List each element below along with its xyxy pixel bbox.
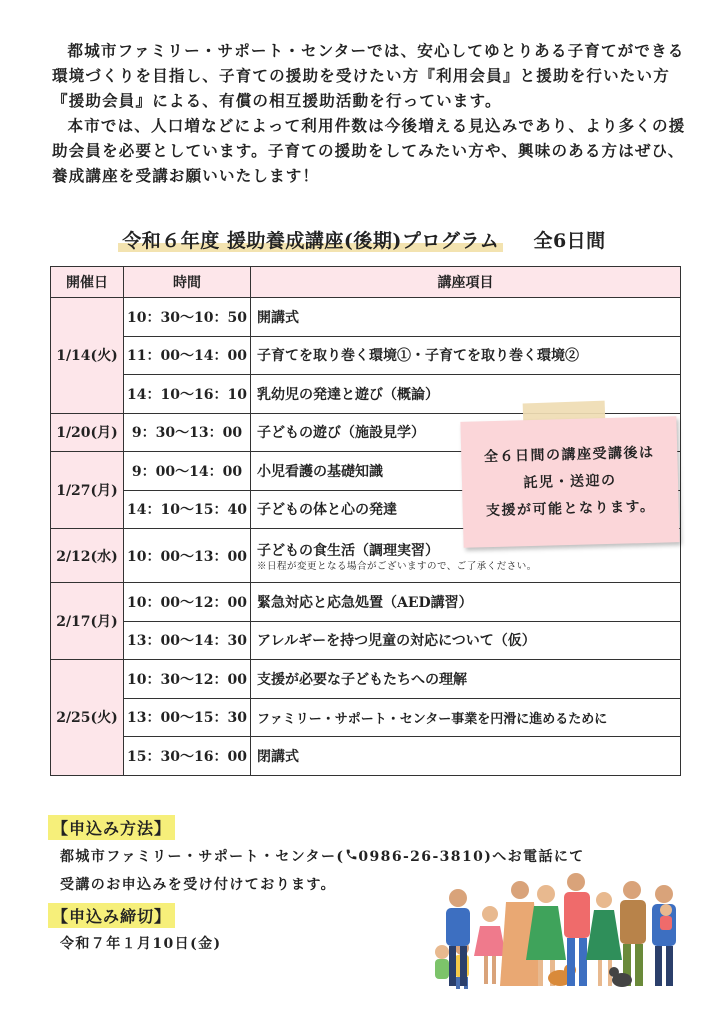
time-cell: 13：00〜15：30	[124, 698, 251, 737]
time-cell: 9：30〜13：00	[124, 413, 251, 452]
date-cell: 2/17(月)	[51, 583, 124, 660]
date-cell: 1/27(月)	[51, 452, 124, 529]
callout-note	[460, 416, 679, 548]
topic-cell: 乳幼児の発達と遊び（概論）	[251, 375, 681, 414]
topic-cell: 緊急対応と応急処置（AED講習）	[251, 583, 681, 622]
time-cell: 9：00〜14：00	[124, 452, 251, 491]
topic-cell: 支援が必要な子どもたちへの理解	[251, 660, 681, 699]
topic-cell: 開講式	[251, 298, 681, 337]
callout-line-2: 託児・送迎の	[523, 472, 617, 491]
time-cell: 11：00〜14：00	[124, 336, 251, 375]
table-row	[51, 660, 681, 699]
topic-cell: ファミリー・サポート・センター事業を円滑に進めるために	[251, 698, 681, 737]
time-cell: 10：00〜12：00	[124, 583, 251, 622]
topic-cell: 子どもの遊び（施設見学）	[251, 413, 681, 452]
apply-line-1-post: )へお電話にて	[484, 849, 585, 865]
apply-line-1	[60, 843, 585, 871]
time-cell: 10：00〜13：00	[124, 529, 251, 583]
header-date: 開催日	[51, 267, 124, 298]
time-cell: 13：00〜14：30	[124, 621, 251, 660]
time-cell: 10：30〜10：50	[124, 298, 251, 337]
apply-line-1-pre: 都城市ファミリー・サポート・センター(	[60, 849, 345, 865]
header-time: 時間	[124, 267, 251, 298]
topic-cell: 子どもの体と心の発達	[251, 490, 681, 529]
topic-cell: アレルギーを持つ児童の対応について（仮）	[251, 621, 681, 660]
topic-text: 子どもの食生活（調理実習）	[257, 542, 439, 559]
deadline-date: 令和７年１月10日(金)	[60, 936, 222, 952]
header-topic: 講座項目	[251, 267, 681, 298]
date-cell: 1/14(火)	[51, 298, 124, 414]
topic-cell: 小児看護の基礎知識	[251, 452, 681, 491]
table-header-row	[51, 267, 681, 298]
date-cell: 1/20(月)	[51, 413, 124, 452]
time-cell: 10：30〜12：00	[124, 660, 251, 699]
phone-icon	[344, 843, 358, 871]
time-cell: 15：30〜16：00	[124, 737, 251, 776]
date-cell: 2/12(水)	[51, 529, 124, 583]
program-title-total: 全6日間	[533, 230, 606, 252]
table-row	[51, 621, 681, 660]
table-row	[51, 336, 681, 375]
callout-line-1: 全６日間の講座受講後は	[483, 444, 655, 465]
time-cell: 14：10〜15：40	[124, 490, 251, 529]
table-row	[51, 298, 681, 337]
phone-number[interactable]: 0986-26-3810	[358, 849, 485, 865]
table-row	[51, 737, 681, 776]
callout-line-3: 支援が可能となります。	[485, 498, 656, 519]
date-cell: 2/25(火)	[51, 660, 124, 776]
table-row	[51, 698, 681, 737]
time-cell: 14：10〜16：10	[124, 375, 251, 414]
apply-line-2: 受講のお申込みを受け付けております。	[60, 877, 337, 893]
deadline-label: 【申込み締切】	[48, 903, 175, 928]
intro-text	[52, 38, 688, 188]
program-title-main: 令和６年度 援助養成講座(後期)プログラム	[118, 230, 503, 252]
topic-cell: 子育てを取り巻く環境①・子育てを取り巻く環境②	[251, 336, 681, 375]
intro-paragraph-1: 都城市ファミリー・サポート・センターでは、安心してゆとりある子育てができる環境づくりを目指し、子育ての援助を受けたい方『利用会員』と援助を行いたい方『援助会員』による、有償の相互援助活動を行っています。	[52, 41, 685, 110]
program-title	[0, 226, 724, 253]
intro-paragraph-2: 本市では、人口増などによって利用件数は今後増える見込みであり、より多くの援助会員を必要としています。子育ての援助をしてみたい方や、興味のある方はぜひ、養成講座を受講お願いいたします！	[52, 116, 686, 185]
apply-method-label: 【申込み方法】	[48, 815, 175, 840]
topic-cell: 閉講式	[251, 737, 681, 776]
table-row	[51, 583, 681, 622]
schedule-change-note: ※日程が変更となる場合がございますので、ご了承ください。	[257, 560, 537, 572]
family-illustration	[428, 868, 690, 992]
